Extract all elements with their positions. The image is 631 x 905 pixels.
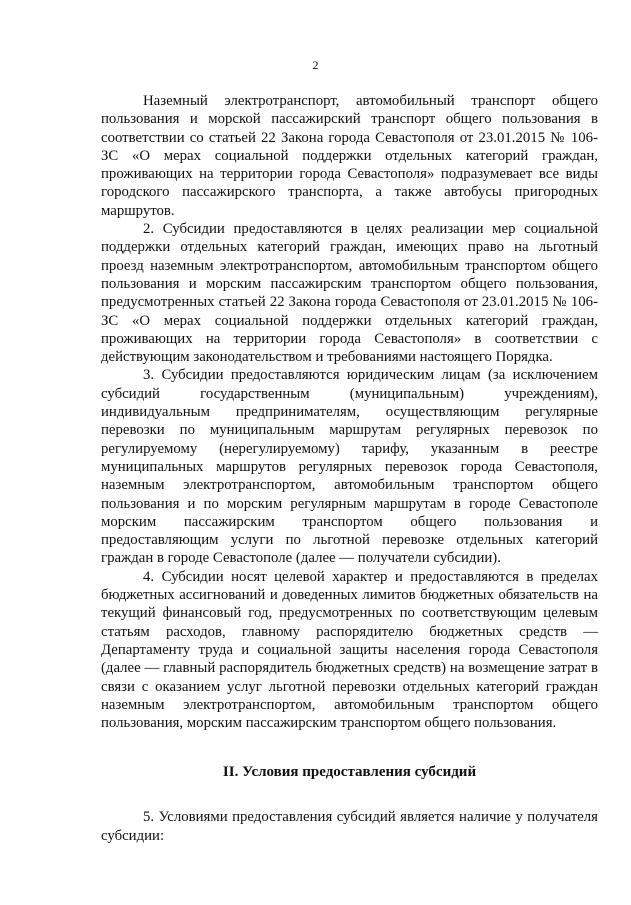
page-number: 2 xyxy=(312,58,319,72)
document-body xyxy=(101,92,598,845)
section-heading: II. Условия предоставления субсидий xyxy=(222,764,477,781)
paragraph-4: 4. Субсидии носят целевой характер и предоставляются в пределах бюджетных ассигнований и доведенных лимитов бюджетных обязательств на текущий финансовый год, предусмотренных по соответствующим целевым статьям расходов, главному распорядителю бюджетных средств — Департаменту труда и социальной защиты населения города Севастополя (далее — главный распорядитель бюджетных средств) на возмещение затрат в связи с оказанием услуг льготной перевозки отдельных категорий граждан наземным электротранспортом, автомобильным транспортом общего пользования, морским пассажирским транспортом общего пользования. xyxy=(101,568,598,732)
paragraph-3: 3. Субсидии предоставляются юридическим лицам (за исключением субсидий государственным (муниципальным) учреждениям), индивидуальным предпринимателям, осуществляющим регулярные перевозки по муниципальным маршрутам регулярных перевозок по регулируемому (нерегулируемому) тарифу, указанным в реестре муниципальных маршрутов регулярных перевозок города Севастополя, наземным электротранспортом, автомобильным транспортом общего пользования и по морским регулярным маршрутам в городе Севастополе морским пассажирским транспортом общего пользования и предоставляющим услуги по льготной перевозке отдельных категорий граждан в городе Севастополе (далее — получатели субсидии). xyxy=(101,367,598,567)
paragraph-1: Наземный электротранспорт, автомобильный транспорт общего пользования и морской пассажирский транспорт общего пользования в соответствии со статьей 22 Закона города Севастополя от 23.01.2015 № 106-ЗС «О мерах социальной поддержки отдельных категорий граждан, проживающих на территории города Севастополя» подразумевает все виды городского пассажирского транспорта, а также автобусы пригородных маршрутов. xyxy=(101,93,598,219)
paragraph-2: 2. Субсидии предоставляются в целях реализации мер социальной поддержки отдельных категорий граждан, имеющих право на льготный проезд наземным электротранспортом, автомобильным транспортом общего пользования и морским пассажирским транспортом общего пользования, предусмотренных статьей 22 Закона города Севастополя от 23.01.2015 № 106-ЗС «О мерах социальной поддержки отдельных категорий граждан, проживающих на территории города Севастополя» в соответствии с действующим законодательством и требованиями настоящего Порядка. xyxy=(101,221,598,366)
paragraph-5: 5. Условиями предоставления субсидий является наличие у получателя субсидии: xyxy=(101,809,598,844)
